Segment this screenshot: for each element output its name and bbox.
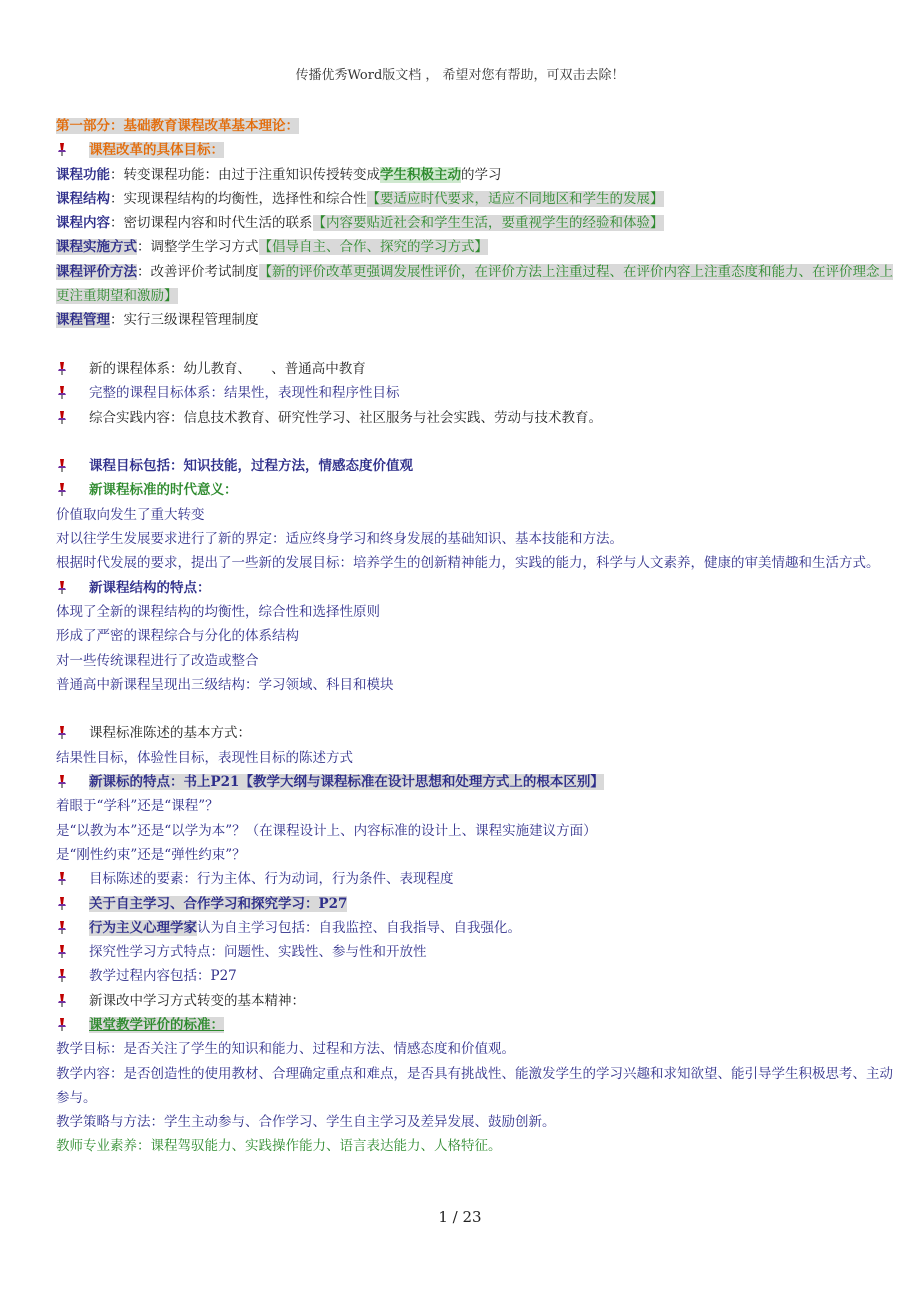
page-header: 传播优秀Word版文档 ， 希望对您有帮助，可双击去除！ [295, 68, 625, 83]
pin-bullet-icon [56, 872, 68, 885]
list-item: 探究性学习方式特点：问题性、实践性、参与性和开放性 [56, 940, 900, 964]
blank-line [56, 430, 900, 454]
list-item: 行为主义心理学家认为自主学习包括：自我监控、自我指导、自我强化。 [56, 916, 900, 940]
pin-bullet-icon [56, 362, 68, 375]
pin-bullet-icon [56, 143, 68, 156]
pin-bullet-icon [56, 921, 68, 934]
pin-bullet-icon [56, 459, 68, 472]
pin-bullet-icon [56, 969, 68, 982]
section-title: 第一部分：基础教育课程改革基本理论： [56, 118, 299, 134]
goal-implementation: 课程实施方式：调整学生学习方式【倡导自主、合作、探究的学习方式】 [56, 239, 488, 256]
pin-bullet-icon [56, 897, 68, 910]
pin-bullet-icon [56, 945, 68, 958]
document-body [56, 114, 900, 1159]
list-item: 目标陈述的要素：行为主体、行为动词，行为条件、表现程度 [56, 867, 900, 891]
pin-bullet-icon [56, 726, 68, 739]
structure-heading: 新课程结构的特点： [56, 576, 900, 600]
features-line: 是“刚性约束”还是“弹性约束”？ [56, 846, 246, 863]
list-item: 新课改中学习方式转变的基本精神： [56, 989, 900, 1013]
pin-bullet-icon [56, 1018, 68, 1031]
eval-line: 教学目标：是否关注了学生的知识和能力、过程和方法、情感态度和价值观。 [56, 1041, 515, 1058]
list-item: 新的课程体系：幼儿教育、 、普通高中教育 [56, 357, 900, 381]
goal-function: 课程功能：转变课程功能：由过于注重知识传授转变成学生积极主动的学习 [56, 166, 502, 183]
eval-line: 教师专业素养：课程驾驭能力、实践操作能力、语言表达能力、人格特征。 [56, 1138, 502, 1155]
pin-bullet-icon [56, 581, 68, 594]
structure-line: 体现了全新的课程结构的均衡性，综合性和选择性原则 [56, 603, 380, 620]
eval-line: 教学策略与方法：学生主动参与、合作学习、学生自主学习及差异发展、鼓励创新。 [56, 1114, 556, 1131]
list-item: 完整的课程目标体系：结果性，表现性和程序性目标 [56, 381, 900, 405]
eval-heading: 课堂教学评价的标准： [56, 1013, 900, 1037]
pin-bullet-icon [56, 411, 68, 424]
structure-line: 普通高中新课程呈现出三级结构：学习领域、科目和模块 [56, 676, 394, 693]
significance-line: 对以往学生发展要求进行了新的界定：适应终身学习和终身发展的基础知识、基本技能和方法。 [56, 531, 623, 548]
goals-heading: 课程改革的具体目标： [56, 138, 900, 162]
features-heading: 新课标的特点：书上P21【教学大纲与课程标准在设计思想和处理方式上的根本区别】 [56, 770, 900, 794]
list-item: 综合实践内容：信息技术教育、研究性学习、社区服务与社会实践、劳动与技术教育。 [56, 406, 900, 430]
structure-line: 对一些传统课程进行了改造或整合 [56, 652, 259, 669]
significance-line: 价值取向发生了重大转变 [56, 506, 205, 523]
goal-management: 课程管理：实行三级课程管理制度 [56, 312, 259, 329]
blank-line [56, 697, 900, 721]
objectives-heading: 课程目标包括：知识技能，过程方法，情感态度价值观 [56, 454, 900, 478]
list-item: 关于自主学习、合作学习和探究学习：P27 [56, 892, 900, 916]
standard-line: 结果性目标，体验性目标，表现性目标的陈述方式 [56, 749, 353, 766]
pin-bullet-icon [56, 386, 68, 399]
standard-heading: 课程标准陈述的基本方式： [56, 721, 900, 745]
features-line: 是“以教为本”还是“以学为本”？（在课程设计上、内容标准的设计上、课程实施建议方面） [56, 822, 597, 839]
eval-line: 教学内容：是否创造性的使用教材、合理确定重点和难点，是否具有挑战性、能激发学生的学习兴趣和求知欲望、能引导学生积极思考、主动参与。 [56, 1065, 893, 1106]
goal-content: 课程内容：密切课程内容和时代生活的联系【内容要贴近社会和学生生活，要重视学生的经验和体验】 [56, 215, 664, 232]
significance-heading: 新课程标准的时代意义： [56, 478, 900, 502]
blank-line [56, 333, 900, 357]
page-number: 1 / 23 [438, 1208, 482, 1226]
structure-line: 形成了严密的课程综合与分化的体系结构 [56, 628, 299, 645]
goal-evaluation: 课程评价方法：改善评价考试制度【新的评价改革更强调发展性评价，在评价方法上注重过程、在评价内容上注重态度和能力、在评价理念上更注重期望和激励】 [56, 263, 893, 305]
features-line: 着眼于“学科”还是“课程”？ [56, 798, 219, 815]
pin-bullet-icon [56, 483, 68, 496]
pin-bullet-icon [56, 994, 68, 1007]
list-item: 教学过程内容包括：P27 [56, 964, 900, 988]
significance-line: 根据时代发展的要求，提出了一些新的发展目标：培养学生的创新精神能力，实践的能力，科学与人文素养，健康的审美情趣和生活方式。 [56, 555, 880, 572]
pin-bullet-icon [56, 775, 68, 788]
goal-structure: 课程结构：实现课程结构的均衡性，选择性和综合性【要适应时代要求，适应不同地区和学生的发展】 [56, 190, 664, 207]
